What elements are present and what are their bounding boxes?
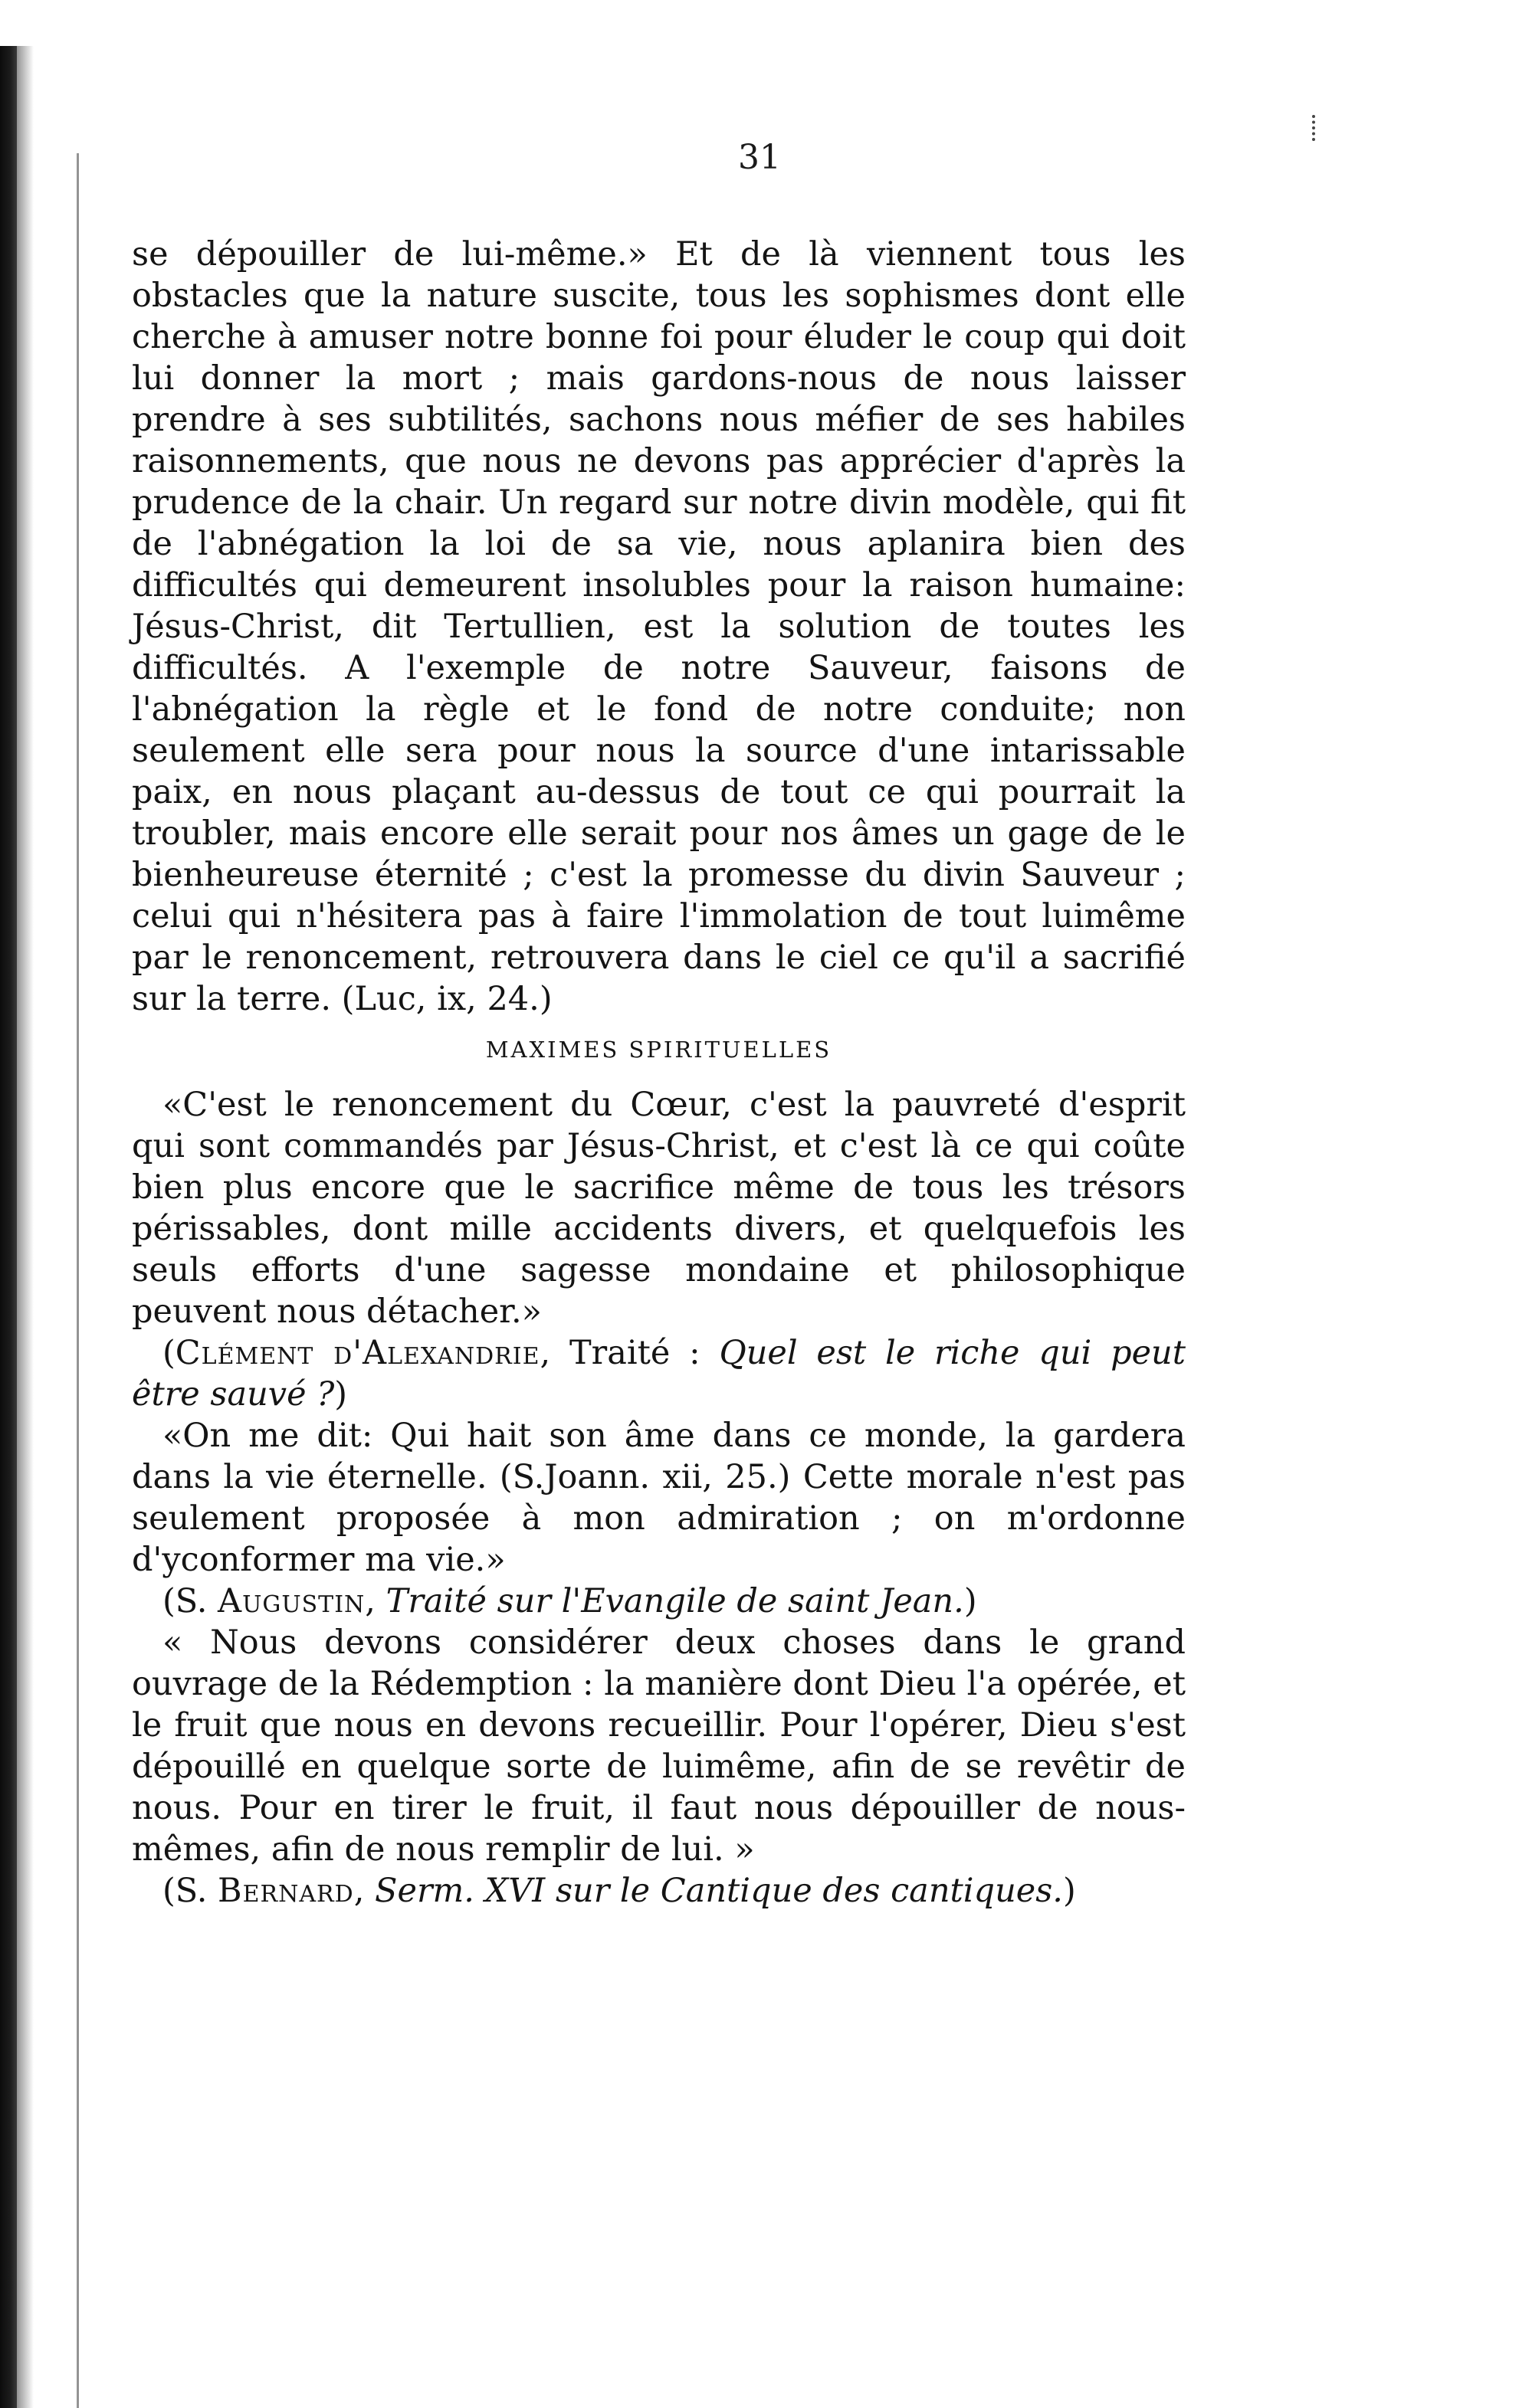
citation-work: Serm. XVI sur le Cantique des cantiques. [375,1872,1063,1910]
citation-close: ) [1062,1872,1076,1910]
section-heading: MAXIMES SPIRITUELLES [485,1037,832,1063]
maxim-quote-2: «On me dit: Qui hait son âme dans ce monde, la gardera dans la vie éternelle. (S.Joann. xii, 25.) Cette morale n'est pas seulement proposée à mon admiration ; on m'ordonne d'yconformer ma vie.» [132,1417,1186,1579]
body-paragraph: se dépouiller de lui-même.» Et de là viennent tous les obstacles que la nature suscite, tous les sophismes dont elle cherche à amuser notre bonne foi pour éluder le coup qui doit lui donner la mort ; mais gardons-nous de nous laisser prendre à ses subtilités, sachons nous méfier de ses habiles raisonnements, que nous ne devons pas apprécier d'après la prudence de la chair. Un regard sur notre divin modèle, qui fit de l'abnégation la loi de sa vie, nous aplanira bien des difficultés qui demeurent insolubles pour la raison humaine: Jésus-Christ, dit Tertullien, est la solution de toutes les difficultés. A l'exemple de notre Sauveur, faisons de l'abnégation la règle et le fond de notre conduite; non seulement elle sera pour nous la source d'une intarissable paix, en nous plaçant au-dessus de tout ce qui pourrait la troubler, mais encore elle serait pour nos âmes un gage de le bienheureuse éternité ; c'est la promesse du divin Sauveur ; celui qui n'hésitera pas à faire l'immolation de tout luimême par le renoncement, retrouvera dans le ciel ce qu'il a sacrifié sur la terre. (Luc, ix, 24.) [132,235,1186,1018]
citation-author: Bernard [218,1872,354,1910]
citation-work: Traité sur l'Evangile de saint Jean. [385,1582,964,1620]
maxim-citation-3 [132,1870,1186,1912]
page-binding-edge [0,46,17,2408]
citation-open: (S. [162,1582,218,1620]
maxim-quote-1: «C'est le renoncement du Cœur, c'est la pauvreté d'esprit qui sont commandés par Jésus-Christ, et c'est là ce qui coûte bien plus encore que le sacrifice même de tous les trésors périssables, dont mille accidents divers, et quelquefois les seuls efforts d'une sagesse mondaine et philosophique peuvent nous détacher.» [132,1086,1186,1331]
maxim-citation-1 [132,1332,1186,1415]
ink-speck [1312,115,1320,141]
maxim-citation-2 [132,1581,1186,1622]
maxim-quote-3: « Nous devons considérer deux choses dans le grand ouvrage de la Rédemption : la manière dont Dieu l'a opérée, et le fruit que nous en devons recueillir. Pour l'opérer, Dieu s'est dépouillé en quelque sorte de luimême, afin de se revêtir de nous. Pour en tirer le fruit, il faut nous dépouiller de nous-mêmes, afin de nous remplir de lui. » [132,1623,1186,1869]
citation-work: Quel est le riche qui peut être sauvé ? [132,1334,1186,1414]
citation-author: Clément d'Alexandrie [175,1334,540,1372]
citation-separator: , Traité : [540,1334,720,1372]
citation-close: ) [334,1375,348,1414]
citation-close: ) [963,1582,977,1620]
citation-separator: , [365,1582,386,1620]
page-number: 31 [738,138,781,177]
citation-open: (S. [162,1872,218,1910]
citation-separator: , [353,1872,376,1910]
page-body [132,234,1186,1912]
citation-open: ( [162,1334,176,1372]
citation-author: Augustin [218,1582,366,1620]
page-binding-shadow [17,46,34,2408]
margin-rule [77,153,79,2408]
